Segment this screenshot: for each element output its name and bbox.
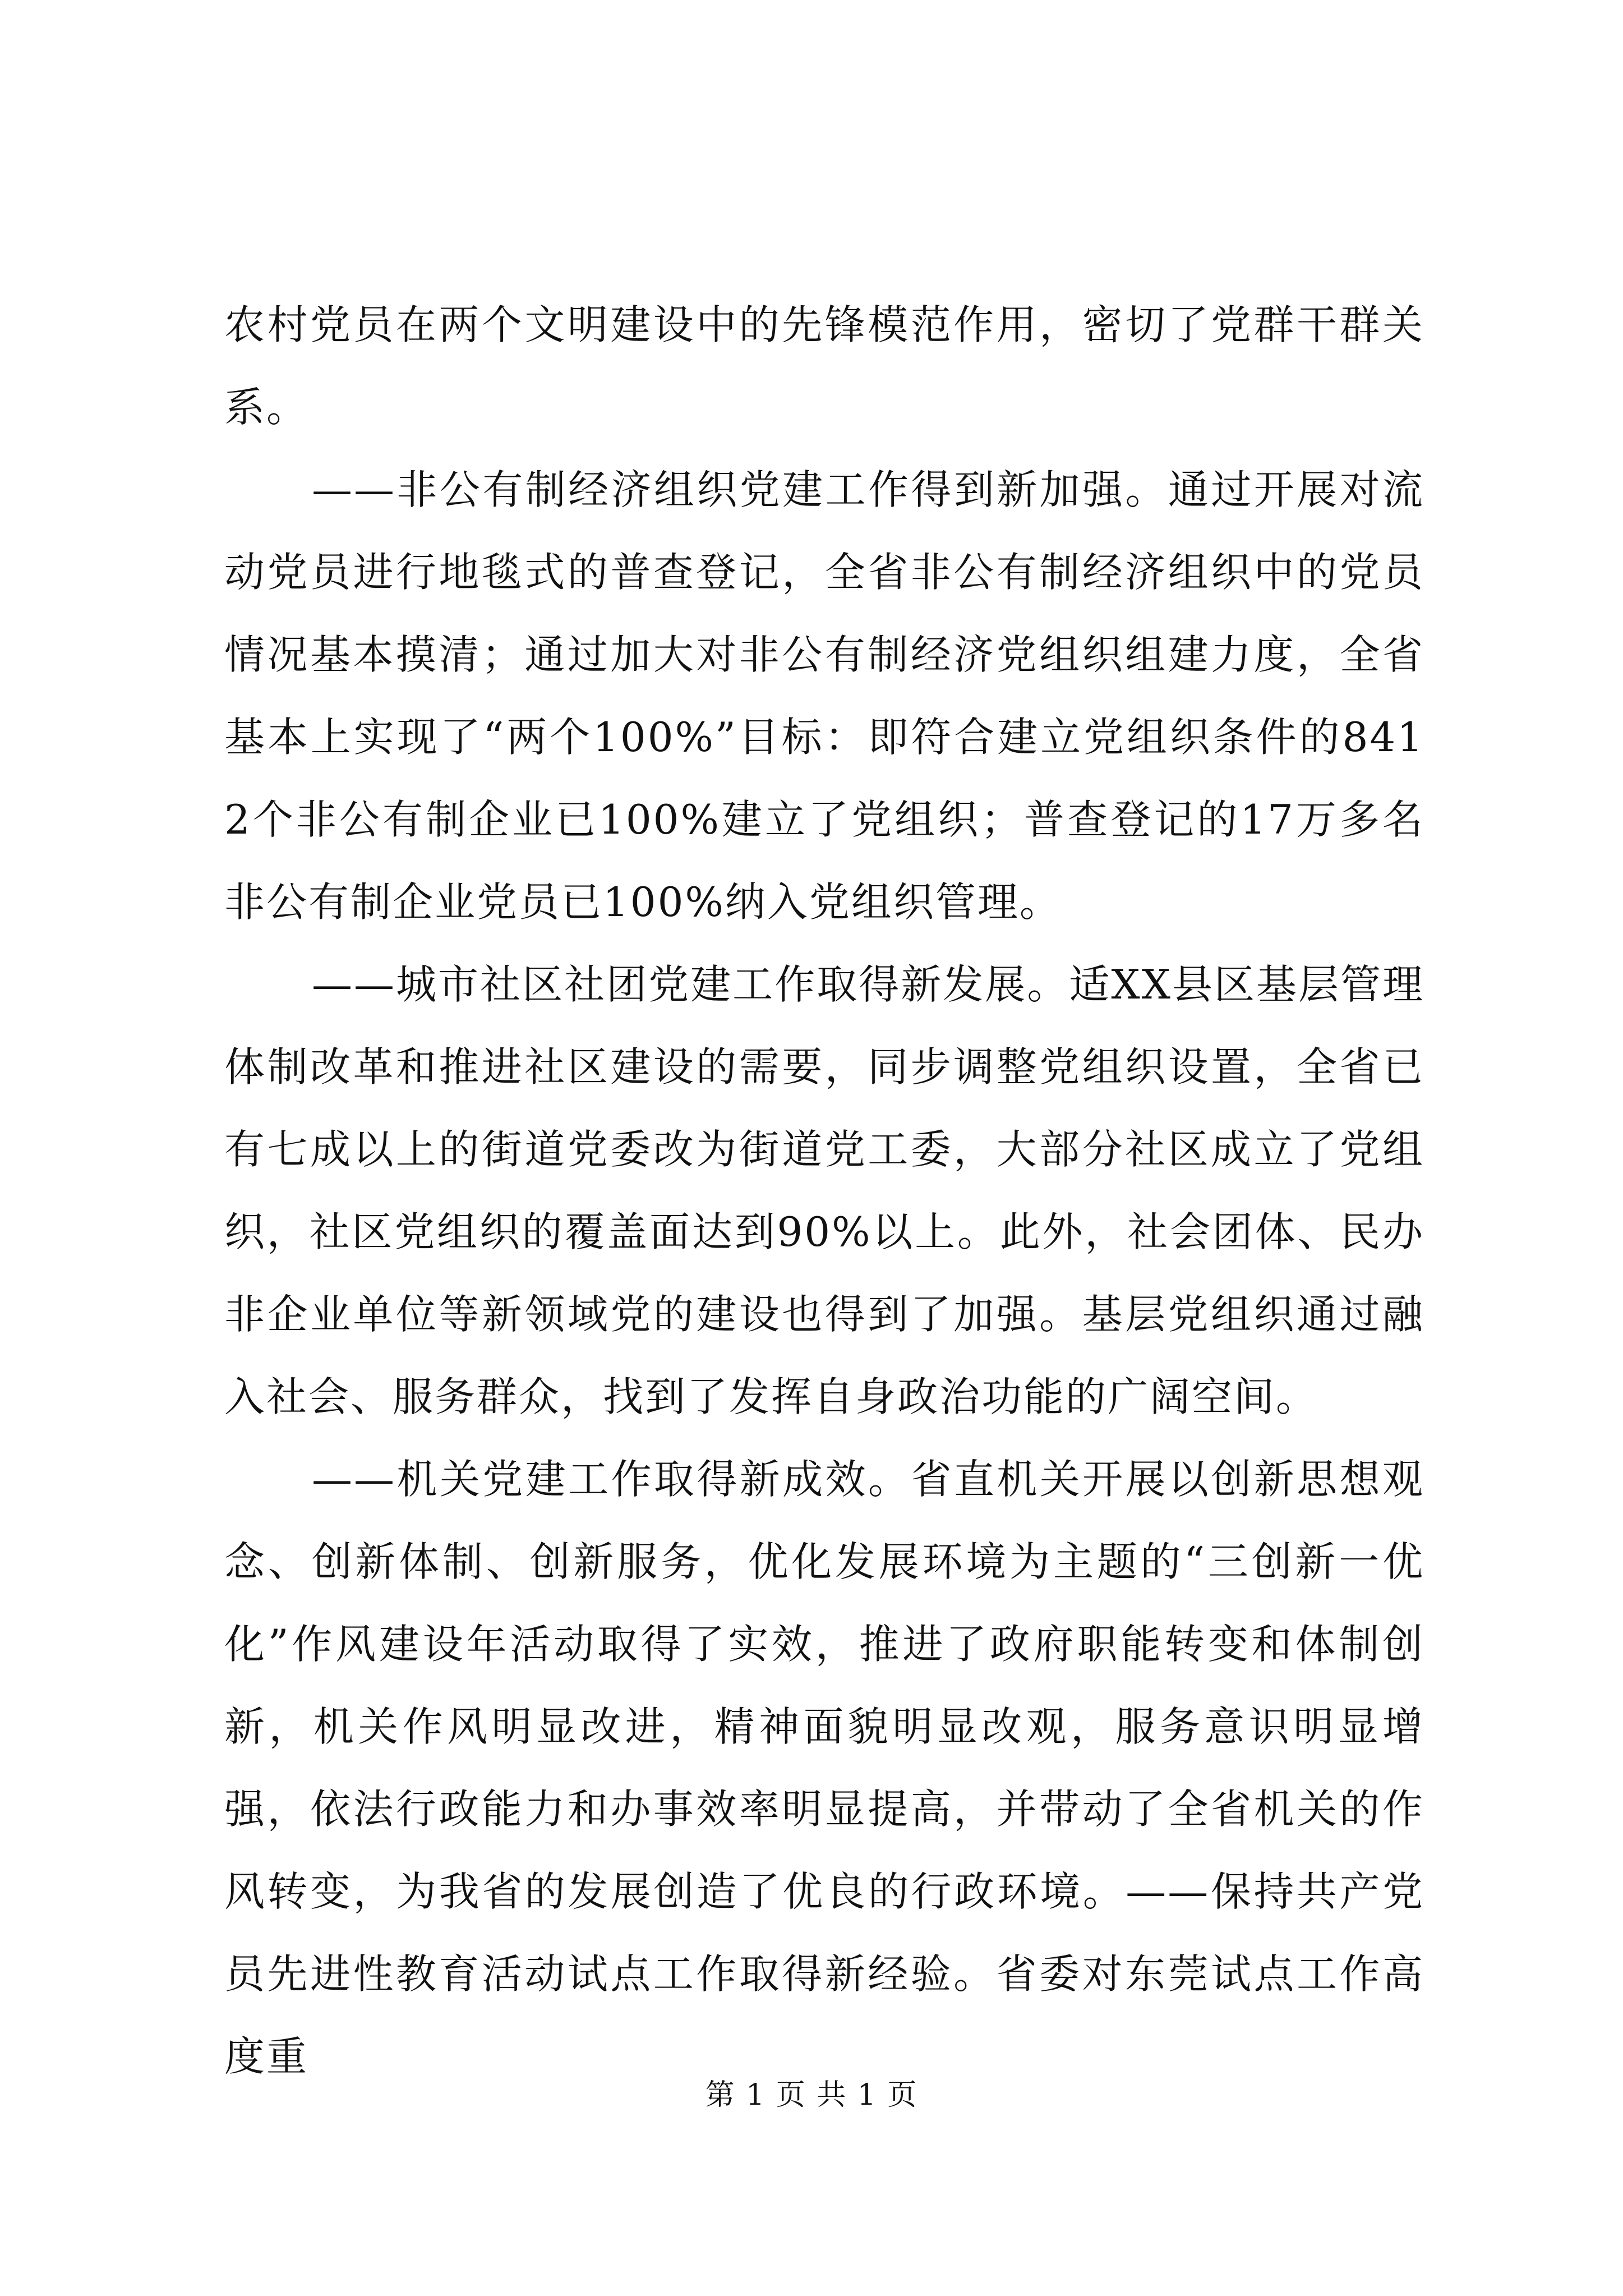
paragraph-3: ——城市社区社团党建工作取得新发展。适XX县区基层管理体制改革和推进社区建设的需要，同步调整党组织设置，全省已有七成以上的街道党委改为街道党工委，大部分社区成立了党组织，社区党组织的覆盖面达到90%以上。此外，社会团体、民办非企业单位等新领域党的建设也得到了加强。基层党组织通过融入社会、服务群众，找到了发挥自身政治功能的广阔空间。 xyxy=(224,961,1424,1420)
paragraph-2: ——非公有制经济组织党建工作得到新加强。通过开展对流动党员进行地毯式的普查登记，全省非公有制经济组织中的党员情况基本摸清；通过加大对非公有制经济党组织组建力度，全省基本上实现了“两个100%”目标：即符合建立党组织条件的8412个非公有制企业已100%建立了党组织；普查登记的17万多名非公有制企业党员已100%纳入党组织管理。 xyxy=(224,466,1424,926)
document-body xyxy=(224,284,1424,2098)
page-footer: 第 1 页 共 1 页 xyxy=(705,2078,918,2112)
paragraph-4: ——机关党建工作取得新成效。省直机关开展以创新思想观念、创新体制、创新服务，优化发展环境为主题的“三创新一优化”作风建设年活动取得了实效，推进了政府职能转变和体制创新，机关作风明显改进，精神面貌明显改观，服务意识明显增强，依法行政能力和办事效率明显提高，并带动了全省机关的作风转变，为我省的发展创造了优良的行政环境。——保持共产党员先进性教育活动试点工作取得新经验。省委对东莞试点工作高度重 xyxy=(224,1456,1424,2080)
paragraph-1: 农村党员在两个文明建设中的先锋模范作用，密切了党群干群关系。 xyxy=(224,301,1424,431)
